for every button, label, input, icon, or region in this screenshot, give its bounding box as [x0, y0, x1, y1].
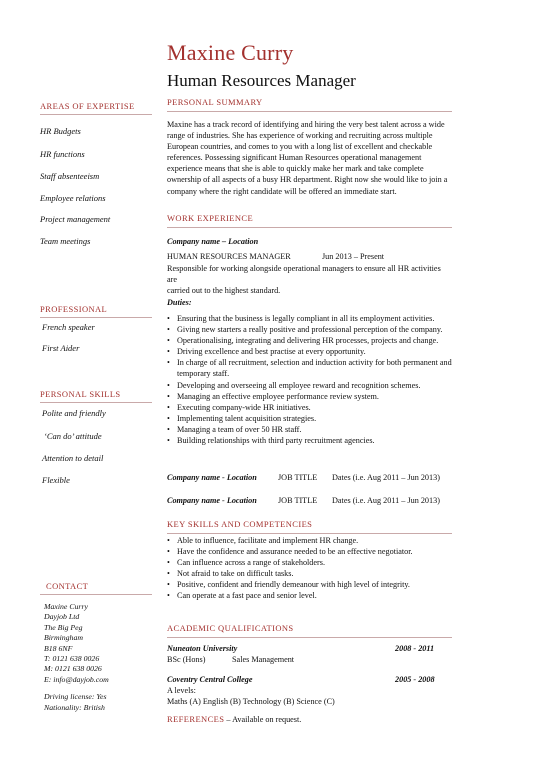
section-heading: KEY SKILLS AND COMPETENCIES: [167, 519, 313, 529]
expertise-item: HR Budgets: [40, 126, 81, 136]
company-location: Company name – Location: [167, 237, 259, 246]
duty-item: • Executing company-wide HR initiatives.: [167, 402, 457, 413]
summary-line: range of industries. She has experience of working and recruiting across multiple: [167, 131, 433, 141]
divider: [40, 114, 152, 115]
job-dates: Dates (i.e. Aug 2011 – Jun 2013): [332, 496, 440, 505]
expertise-item: Employee relations: [40, 193, 106, 203]
section-heading: WORK EXPERIENCE: [167, 213, 254, 223]
skill-item: ‘Can do’ attitude: [44, 431, 102, 441]
school-name: Coventry Central College: [167, 675, 253, 684]
duties-label: Duties:: [167, 298, 192, 307]
duty-item: • Managing a team of over 50 HR staff.: [167, 424, 457, 435]
skill-bullet: • Can operate at a fast pace and senior level.: [167, 590, 457, 601]
duties-list: [167, 313, 457, 446]
section-heading: REFERENCES: [167, 714, 225, 724]
duty-item: • In charge of all recruitment, selection and induction activity for both permanent and temporary staff.: [167, 357, 457, 379]
skill-bullet: • Able to influence, facilitate and implement HR change.: [167, 535, 457, 546]
contact-section: [40, 581, 152, 595]
candidate-name: Maxine Curry: [167, 40, 294, 65]
expertise-item: HR functions: [40, 149, 85, 159]
divider: [167, 533, 452, 534]
duty-item: • Giving new starters a really positive and professional perception of the company.: [167, 324, 457, 335]
skill-bullet: • Can influence across a range of stakeholders.: [167, 557, 457, 568]
personal-summary-text: [167, 119, 452, 197]
driving-license: Driving license: Yes: [44, 692, 107, 702]
summary-line: experience means that she is able to quickly make her mark and take complete: [167, 164, 424, 174]
divider: [40, 317, 152, 318]
section-heading: PROFESSIONAL: [40, 304, 108, 314]
school-dates: 2008 - 2011: [395, 644, 435, 653]
personal-skills-section: [40, 389, 152, 485]
skill-item: Polite and friendly: [42, 408, 106, 418]
degree: BSc (Hons): [167, 655, 206, 664]
contact-details: [44, 602, 109, 713]
summary-line: European countries, and comes to you with a long list of excellent and checkable: [167, 142, 433, 152]
skill-bullet: • Have the confidence and assurance needed to be an effective negotiator.: [167, 546, 457, 557]
expertise-item: Team meetings: [40, 236, 91, 246]
duty-item: • Operationalising, integrating and delivering HR processes, projects and change.: [167, 335, 457, 346]
professional-section: [40, 304, 152, 353]
contact-company: Dayjob Ltd: [44, 612, 80, 622]
section-heading: PERSONAL SUMMARY: [167, 97, 263, 107]
key-skills-list: [167, 535, 457, 602]
work-experience-heading-block: [167, 213, 452, 228]
divider: [167, 111, 452, 112]
degree-subject: Sales Management: [232, 655, 295, 664]
contact-postcode: B18 6NF: [44, 643, 73, 653]
duty-item: • Managing an effective employee performance review system.: [167, 391, 457, 402]
duty-item: • Building relationships with third party recruitment agencies.: [167, 435, 457, 446]
section-heading: AREAS OF EXPERTISE: [40, 101, 135, 111]
section-heading: CONTACT: [46, 581, 89, 591]
job-title-placeholder: JOB TITLE: [278, 496, 318, 505]
duty-item: • Implementing talent acquisition strategies.: [167, 413, 457, 424]
duty-item: • Ensuring that the business is legally compliant in all its employment activities.: [167, 313, 457, 324]
skill-bullet: • Positive, confident and friendly demeanour with high level of integrity.: [167, 579, 457, 590]
divider: [167, 637, 452, 638]
company-location: Company name - Location: [167, 473, 257, 482]
section-heading: ACADEMIC QUALIFICATIONS: [167, 623, 294, 633]
contact-address-line: The Big Peg: [44, 622, 83, 632]
company-location: Company name - Location: [167, 496, 257, 505]
skill-bullet: • Not afraid to take on difficult tasks.: [167, 568, 457, 579]
divider: [40, 402, 152, 403]
school-dates: 2005 - 2008: [395, 675, 435, 684]
professional-item: French speaker: [42, 322, 95, 332]
key-skills-heading-block: [167, 519, 452, 534]
summary-line: references. Possessing significant Human Resources operational management: [167, 153, 422, 163]
job-dates: Dates (i.e. Aug 2011 – Jun 2013): [332, 473, 440, 482]
expertise-item: Project management: [40, 214, 111, 224]
summary-line: ownership of all aspects of a busy HR department. Right now she would like to join a: [167, 175, 448, 185]
divider: [167, 227, 452, 228]
expertise-item: Staff absenteeism: [40, 171, 100, 181]
professional-item: First Aider: [42, 343, 80, 353]
summary-line: company where the right candidate will be offered an immediate start.: [167, 186, 397, 196]
responsibility-line: carried out to the highest standard.: [167, 286, 281, 296]
section-heading: PERSONAL SKILLS: [40, 389, 121, 399]
references-line: [167, 714, 301, 724]
contact-email[interactable]: E: info@dayjob.com: [44, 674, 109, 684]
responsibility-line: Responsible for working alongside operational managers to ensure all HR activities are: [167, 264, 441, 285]
references-text: – Available on request.: [224, 715, 302, 724]
nationality: Nationality: British: [44, 702, 105, 712]
skill-item: Attention to detail: [42, 453, 104, 463]
academic-heading-block: [167, 623, 452, 638]
contact-mobile: M: 0121 638 0026: [44, 664, 102, 674]
job-title: Human Resources Manager: [167, 71, 356, 90]
responsibility-text: [167, 263, 452, 296]
summary-line: Maxine has a track record of identifying and hiring the very best talent across a wide: [167, 120, 445, 129]
skill-item: Flexible: [42, 475, 70, 485]
personal-summary-heading-block: [167, 97, 452, 112]
role-title: HUMAN RESOURCES MANAGER: [167, 252, 291, 261]
contact-city: Birmingham: [44, 633, 83, 643]
job-title-placeholder: JOB TITLE: [278, 473, 318, 482]
school-name: Nuneaton University: [167, 644, 238, 653]
areas-of-expertise-section: [40, 101, 152, 246]
role-dates: Jun 2013 – Present: [322, 252, 385, 261]
duty-item: • Developing and overseeing all employee reward and recognition schemes.: [167, 380, 457, 391]
qualification-level: A levels:: [167, 686, 196, 695]
contact-telephone: T: 0121 638 0026: [44, 654, 100, 664]
qualification-subjects: Maths (A) English (B) Technology (B) Science (C): [167, 697, 335, 706]
divider: [40, 594, 152, 595]
contact-name: Maxine Curry: [44, 602, 88, 611]
duty-item: • Driving excellence and best practise at every opportunity.: [167, 346, 457, 357]
